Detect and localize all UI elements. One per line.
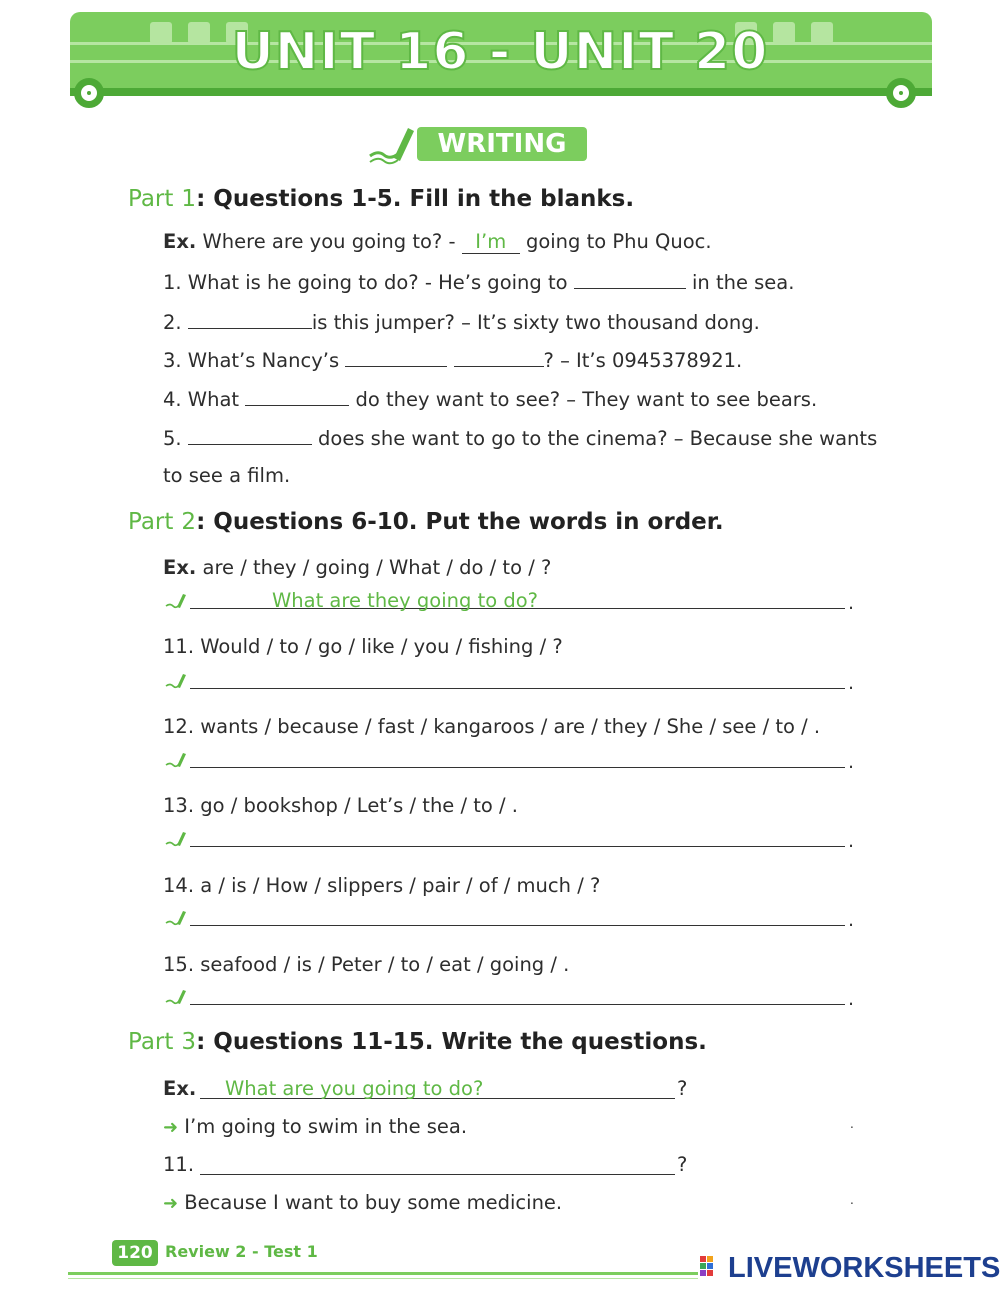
bus-wheel-icon (74, 78, 104, 108)
question-mark: ? (677, 1153, 688, 1176)
q3-text-after: ? – It’s 0945378921. (543, 349, 743, 372)
part1-heading (128, 186, 634, 212)
footer-rule (68, 1278, 698, 1279)
part1-label: Part (128, 186, 174, 212)
bus-wheel-icon (886, 78, 916, 108)
part3-label: Part (128, 1029, 174, 1055)
order-item-13: 13. go / bookshop / Let’s / the / to / . (163, 794, 519, 817)
q5-number: 5. (163, 427, 182, 450)
question-2 (163, 310, 760, 334)
q1-blank[interactable] (574, 270, 686, 289)
period: . (848, 909, 855, 931)
q5-text-after: does she want to go to the cinema? – Because she wants (318, 427, 878, 450)
arrow-right-icon: ➜ (163, 1117, 179, 1138)
period: . (848, 830, 855, 852)
example-question-answer: What are you going to do? (225, 1077, 484, 1100)
liveworksheets-logo-icon (700, 1256, 722, 1280)
page-number: 120 (112, 1240, 158, 1266)
q4-text: 4. What (163, 388, 240, 411)
question-3 (163, 348, 742, 372)
pen-icon (165, 909, 187, 927)
part1-number: 1 (181, 186, 197, 212)
example-prefix: Ex. (163, 230, 197, 253)
q4-blank[interactable] (245, 387, 349, 406)
q11-reply-text: Because I want to buy some medicine. (184, 1191, 563, 1214)
period: . (848, 988, 855, 1010)
answer-line-14[interactable] (190, 925, 845, 926)
q3-text: 3. What’s Nancy’s (163, 349, 340, 372)
answer-line-13[interactable] (190, 846, 845, 847)
part2-label: Part (128, 509, 174, 535)
period: . (850, 1193, 854, 1207)
example-answer: What are they going to do? (272, 589, 539, 612)
footer-rule (68, 1272, 698, 1275)
banner-base (70, 88, 932, 96)
example-reply (163, 1115, 467, 1138)
example-question: Where are you going to? - (202, 230, 456, 253)
liveworksheets-watermark[interactable]: LIVEWORKSHEETS (728, 1252, 1000, 1284)
pen-icon (368, 122, 418, 166)
question-5 (163, 426, 877, 450)
q2-text-after: is this jumper? – It’s sixty two thousand dong. (311, 311, 760, 334)
order-item-11: 11. Would / to / go / like / you / fishing / ? (163, 635, 563, 658)
q4-text-after: do they want to see? – They want to see bears. (355, 388, 818, 411)
part2-heading-text: : Questions 6-10. Put the words in order. (196, 509, 724, 535)
example-prefix: Ex. (163, 1077, 197, 1100)
part2-heading (128, 509, 724, 535)
pen-icon (165, 592, 187, 610)
part3-example-prefix (163, 1077, 196, 1100)
q11-answer-line[interactable] (200, 1174, 675, 1175)
pen-icon (165, 751, 187, 769)
part2-example (163, 556, 551, 579)
order-item-15: 15. seafood / is / Peter / to / eat / going / . (163, 953, 570, 976)
part1-example (163, 230, 712, 254)
example-words: are / they / going / What / do / to / ? (202, 556, 552, 579)
arrow-right-icon: ➜ (163, 1193, 179, 1214)
pen-icon (165, 988, 187, 1006)
period: . (848, 592, 855, 614)
footer-text: Review 2 - Test 1 (165, 1242, 318, 1261)
q11-reply (163, 1191, 562, 1214)
section-title: WRITING (417, 127, 587, 161)
answer-line-11[interactable] (190, 688, 845, 689)
example-prefix: Ex. (163, 556, 197, 579)
period: . (848, 672, 855, 694)
q3-blank-1[interactable] (345, 348, 447, 367)
period: . (848, 751, 855, 773)
pen-icon (165, 672, 187, 690)
period: . (850, 1117, 854, 1131)
question-4 (163, 387, 817, 411)
example-answer: I’m (462, 230, 520, 254)
answer-line-15[interactable] (190, 1004, 845, 1005)
q2-blank[interactable] (188, 310, 312, 329)
order-item-14: 14. a / is / How / slippers / pair / of / much / ? (163, 874, 601, 897)
example-rest: going to Phu Quoc. (525, 230, 712, 253)
pen-icon (165, 830, 187, 848)
q1-text-after: in the sea. (691, 271, 795, 294)
part3-number: 3 (181, 1029, 197, 1055)
q5-blank[interactable] (188, 426, 312, 445)
q1-text: 1. What is he going to do? - He’s going to (163, 271, 568, 294)
part3-heading (128, 1029, 707, 1055)
answer-line-12[interactable] (190, 767, 845, 768)
q3-blank-2[interactable] (454, 348, 544, 367)
question-1 (163, 270, 794, 294)
example-reply-text: I’m going to swim in the sea. (184, 1115, 468, 1138)
order-item-12: 12. wants / because / fast / kangaroos / are / they / She / see / to / . (163, 715, 821, 738)
q11-prefix: 11. (163, 1153, 195, 1176)
part3-heading-text: : Questions 11-15. Write the questions. (196, 1029, 707, 1055)
q2-number: 2. (163, 311, 182, 334)
part2-number: 2 (181, 509, 197, 535)
unit-title: UNIT 16 - UNIT 20 (231, 22, 769, 82)
question-5-cont: to see a film. (163, 464, 291, 487)
question-mark: ? (677, 1077, 688, 1100)
part1-heading-text: : Questions 1-5. Fill in the blanks. (196, 186, 635, 212)
